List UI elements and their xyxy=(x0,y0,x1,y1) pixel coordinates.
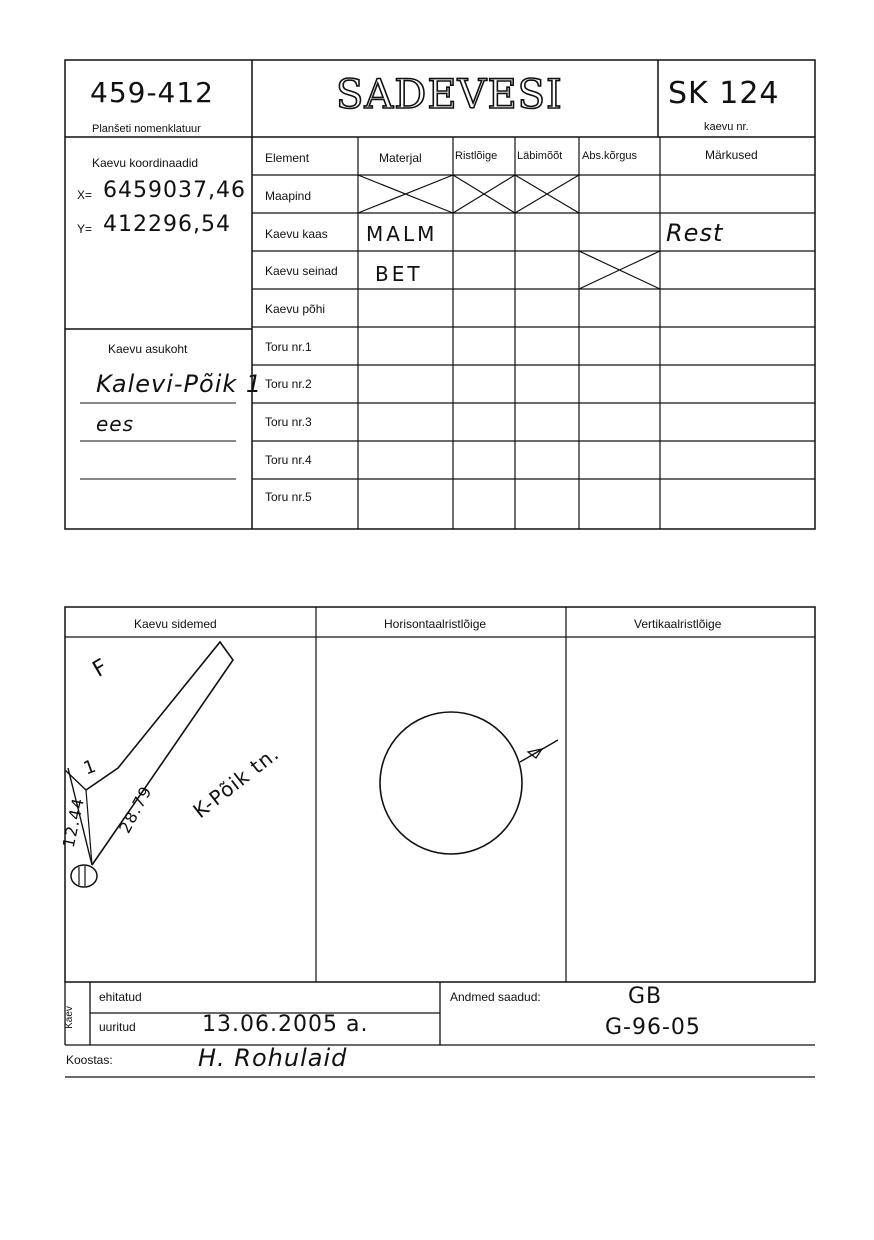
well-number-value: SK 124 xyxy=(668,76,780,111)
col-notes: Märkused xyxy=(705,148,758,162)
y-value: 412296,54 xyxy=(103,212,231,237)
col-abs-height: Abs.kõrgus xyxy=(582,150,638,162)
row-material-2: BET xyxy=(375,262,423,286)
sketch-street-label: K-Põik tn. xyxy=(188,741,284,823)
form-title: SADEVESI xyxy=(336,72,563,118)
x-value: 6459037,46 xyxy=(103,178,246,203)
row-element-5: Toru nr.2 xyxy=(265,377,312,391)
col-diameter: Läbimõõt xyxy=(517,150,563,162)
data-source-value-2: G-96-05 xyxy=(605,1015,701,1040)
location-line2: ees xyxy=(96,412,135,436)
surveyed-value: 13.06.2005 a. xyxy=(202,1012,369,1037)
sketch-header-vertical: Vertikaalristlõige xyxy=(634,617,722,631)
row-material-1: MALM xyxy=(366,222,438,246)
row-element-8: Toru nr.5 xyxy=(265,490,312,504)
location-line1: Kalevi-Põik 1 xyxy=(96,370,263,398)
row-notes-1: Rest xyxy=(666,219,724,247)
map-sheet-label: Planšeti nomenklatuur xyxy=(92,123,201,135)
row-element-3: Kaevu põhi xyxy=(265,302,326,316)
row-element-0: Maapind xyxy=(265,189,312,203)
sketch-measure-1: 1 xyxy=(80,755,100,780)
y-label: Y= xyxy=(77,222,93,236)
row-element-4: Toru nr.1 xyxy=(265,340,312,354)
coordinates-label: Kaevu koordinaadid xyxy=(92,156,199,170)
well-number-label: kaevu nr. xyxy=(704,121,749,133)
data-source-value-1: GB xyxy=(628,984,663,1009)
compiled-label: Koostas: xyxy=(66,1053,113,1067)
built-label: ehitatud xyxy=(99,990,142,1004)
compiled-value: H. Rohulaid xyxy=(198,1044,348,1072)
sketch-measure-28-79: 28.79 xyxy=(115,782,156,837)
row-element-6: Toru nr.3 xyxy=(265,415,312,429)
col-material: Materjal xyxy=(379,151,422,165)
row-element-2: Kaevu seinad xyxy=(265,264,338,278)
sketch-header-horizontal: Horisontaalristlõige xyxy=(384,617,487,631)
col-element: Element xyxy=(265,151,310,165)
surveyed-label: uuritud xyxy=(99,1020,136,1034)
row-element-1: Kaevu kaas xyxy=(265,227,328,241)
col-cross-section: Ristlõige xyxy=(455,150,498,162)
sketch-measure-12-44: 12.44 xyxy=(58,795,88,850)
row-element-7: Toru nr.4 xyxy=(265,453,312,467)
sketch-header-links: Kaevu sidemed xyxy=(134,617,217,631)
x-label: X= xyxy=(77,188,93,202)
map-sheet-value: 459-412 xyxy=(90,76,214,109)
location-label: Kaevu asukoht xyxy=(108,342,188,356)
sketch-mark: F xyxy=(88,654,113,683)
footer-side-label: Kaev xyxy=(63,1006,75,1029)
data-source-label: Andmed saadud: xyxy=(450,990,541,1004)
